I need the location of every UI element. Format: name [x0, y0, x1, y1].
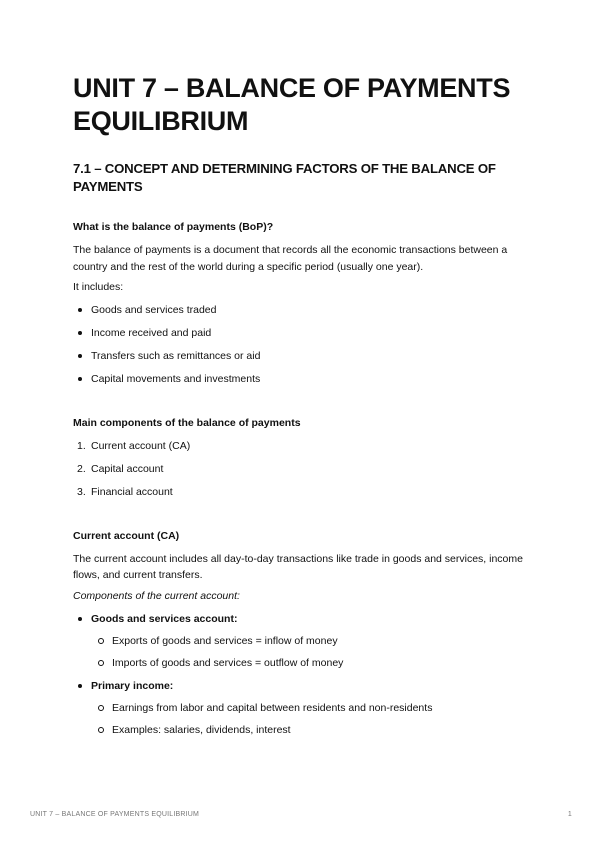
list-text: Current account (CA): [91, 439, 191, 452]
list-text: Capital account: [91, 462, 164, 475]
document-page: [73, 72, 533, 737]
list-item: Transfers such as remittances or aid: [73, 349, 533, 363]
list-item: [73, 485, 533, 499]
page-number: 1: [567, 811, 572, 818]
sub-list-item: Earnings from labor and capital between residents and non-residents: [73, 701, 533, 715]
list-item: [73, 439, 533, 453]
main-components-heading: Main components of the balance of payments: [73, 416, 301, 429]
current-account-definition: The current account includes all day-to-day transactions like trade in goods and services, income flows, and current transfers.: [73, 552, 523, 581]
components-list: [73, 439, 533, 499]
current-account-heading: Current account (CA): [73, 529, 180, 542]
group-title: Goods and services account:: [91, 613, 238, 625]
components-label: Components of the current account:: [73, 589, 240, 602]
list-number: 2.: [77, 462, 86, 475]
bop-question-heading: What is the balance of payments (BoP)?: [73, 221, 274, 233]
list-item: Capital movements and investments: [73, 372, 533, 386]
page-title: UNIT 7 – BALANCE OF PAYMENTS EQUILIBRIUM: [73, 73, 511, 136]
list-number: 1.: [77, 439, 86, 452]
list-number: 3.: [77, 485, 86, 498]
current-account-groups: [73, 612, 533, 737]
page-footer: [30, 811, 572, 818]
sub-list-item: Imports of goods and services = outflow of money: [73, 656, 533, 670]
sub-list-item: Examples: salaries, dividends, interest: [73, 723, 533, 737]
sub-list: [73, 634, 533, 670]
sub-list: [73, 701, 533, 737]
group-item: [73, 612, 533, 670]
includes-list: [73, 303, 533, 386]
sub-list-item: Exports of goods and services = inflow of money: [73, 634, 533, 648]
bop-definition: The balance of payments is a document that records all the economic transactions between a country and the rest of the world during a specific period (usually one year).: [73, 244, 508, 273]
group-title: Primary income:: [91, 680, 174, 692]
footer-running-title: UNIT 7 – BALANCE OF PAYMENTS EQUILIBRIUM: [30, 811, 200, 818]
list-item: Goods and services traded: [73, 303, 533, 317]
list-text: Financial account: [91, 485, 173, 498]
list-item: Income received and paid: [73, 326, 533, 340]
list-item: [73, 462, 533, 476]
section-heading: 7.1 – CONCEPT AND DETERMINING FACTORS OF THE BALANCE OF PAYMENTS: [73, 161, 496, 194]
includes-label: It includes:: [73, 281, 124, 293]
group-item: [73, 679, 533, 737]
